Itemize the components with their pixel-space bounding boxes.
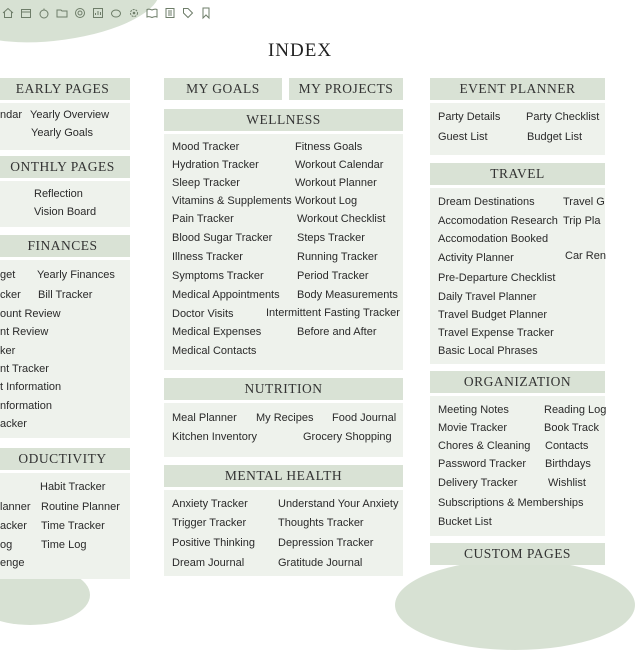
- list-item[interactable]: cker: [0, 289, 21, 301]
- list-item[interactable]: Meeting Notes: [438, 404, 509, 416]
- header-travel[interactable]: TRAVEL: [430, 163, 605, 185]
- list-item[interactable]: Positive Thinking: [172, 537, 255, 549]
- list-item[interactable]: Contacts: [545, 440, 589, 452]
- list-item[interactable]: Depression Tracker: [278, 537, 374, 549]
- book-icon[interactable]: [146, 7, 158, 19]
- list-item[interactable]: Gratitude Journal: [278, 557, 363, 569]
- list-item[interactable]: Delivery Tracker: [438, 477, 518, 489]
- list-item[interactable]: Trigger Tracker: [172, 517, 247, 529]
- list-item[interactable]: Medical Contacts: [172, 345, 257, 357]
- list-item[interactable]: Wishlist: [548, 477, 586, 489]
- bookmark-icon[interactable]: [200, 7, 212, 19]
- header-custom-pages[interactable]: CUSTOM PAGES: [430, 543, 605, 565]
- list-item[interactable]: Food Journal: [332, 412, 397, 424]
- header-finances[interactable]: FINANCES: [0, 235, 130, 257]
- gear-icon[interactable]: [128, 7, 140, 19]
- calendar-icon[interactable]: [20, 7, 32, 19]
- decorative-blob-bottom-right: [395, 560, 635, 650]
- header-yearly-pages[interactable]: EARLY PAGES: [0, 78, 130, 100]
- list-item[interactable]: Running Tracker: [297, 251, 378, 263]
- list-item[interactable]: Workout Log: [295, 195, 358, 207]
- list-item[interactable]: Intermittent Fasting Tracker: [266, 307, 400, 319]
- list-item[interactable]: Budget List: [527, 131, 583, 143]
- header-my-goals[interactable]: MY GOALS: [164, 78, 282, 100]
- list-item[interactable]: Habit Tracker: [40, 481, 106, 493]
- list-item[interactable]: Accomodation Research: [438, 215, 558, 227]
- list-item[interactable]: Basic Local Phrases: [438, 345, 538, 357]
- list-item[interactable]: Car Ren: [565, 250, 606, 262]
- chart-icon[interactable]: [92, 7, 104, 19]
- list-item[interactable]: enge: [0, 557, 25, 569]
- list-item[interactable]: lanner: [0, 501, 31, 513]
- list-item[interactable]: Mood Tracker: [172, 141, 240, 153]
- list-item[interactable]: Illness Tracker: [172, 251, 243, 263]
- list-item[interactable]: Party Details: [438, 111, 501, 123]
- list-item[interactable]: ker: [0, 345, 16, 357]
- header-monthly-pages[interactable]: ONTHLY PAGES: [0, 156, 130, 178]
- list-item[interactable]: Yearly Overview: [30, 109, 110, 121]
- list-item[interactable]: Password Tracker: [438, 458, 527, 470]
- header-organization[interactable]: ORGANIZATION: [430, 371, 605, 393]
- list-item[interactable]: Chores & Cleaning: [438, 440, 531, 452]
- list-item[interactable]: Symptoms Tracker: [172, 270, 264, 282]
- list-item[interactable]: Movie Tracker: [438, 422, 508, 434]
- list-item[interactable]: Doctor Visits: [172, 308, 234, 320]
- piggy-bank-icon[interactable]: [110, 7, 122, 19]
- list-item[interactable]: nformation: [0, 400, 52, 412]
- list-item[interactable]: Vision Board: [34, 206, 97, 218]
- list-item[interactable]: Body Measurements: [297, 289, 398, 301]
- list-item[interactable]: Grocery Shopping: [303, 431, 392, 443]
- list-item[interactable]: Blood Sugar Tracker: [172, 232, 273, 244]
- list-item[interactable]: ndar: [0, 109, 23, 121]
- list-item[interactable]: Accomodation Booked: [438, 233, 549, 245]
- list-item[interactable]: Meal Planner: [172, 412, 237, 424]
- list-item[interactable]: Workout Calendar: [295, 159, 384, 171]
- page-title: INDEX: [267, 40, 333, 61]
- toolbar: [0, 0, 212, 26]
- list-item[interactable]: Anxiety Tracker: [172, 498, 248, 510]
- list-item[interactable]: Travel Budget Planner: [438, 309, 548, 321]
- list-item[interactable]: nt Tracker: [0, 363, 49, 375]
- list-item[interactable]: My Recipes: [256, 412, 314, 424]
- target-icon[interactable]: [74, 7, 86, 19]
- list-item[interactable]: Reading Log: [544, 404, 607, 416]
- list-item[interactable]: Period Tracker: [297, 270, 369, 282]
- list-item[interactable]: Thoughts Tracker: [278, 517, 364, 529]
- list-item[interactable]: Steps Tracker: [297, 232, 365, 244]
- folder-icon[interactable]: [56, 7, 68, 19]
- header-mental-health[interactable]: MENTAL HEALTH: [164, 465, 403, 487]
- list-item[interactable]: Activity Planner: [438, 252, 514, 264]
- list-item[interactable]: Party Checklist: [526, 111, 600, 123]
- list-item[interactable]: Book Track: [544, 422, 600, 434]
- list-item[interactable]: Time Tracker: [41, 520, 105, 532]
- home-icon[interactable]: [2, 7, 14, 19]
- tag-icon[interactable]: [182, 7, 194, 19]
- header-nutrition[interactable]: NUTRITION: [164, 378, 403, 400]
- list-item[interactable]: Hydration Tracker: [172, 159, 259, 171]
- list-item[interactable]: Routine Planner: [41, 501, 120, 513]
- header-productivity[interactable]: ODUCTIVITY: [0, 448, 130, 470]
- list-item[interactable]: Reflection: [34, 188, 83, 200]
- apple-icon[interactable]: [38, 7, 50, 19]
- list-item[interactable]: Birthdays: [545, 458, 591, 470]
- list-icon[interactable]: [164, 7, 176, 19]
- list-item[interactable]: Daily Travel Planner: [438, 291, 537, 303]
- list-item[interactable]: Workout Checklist: [297, 213, 386, 225]
- list-item[interactable]: Dream Journal: [172, 557, 245, 569]
- list-item[interactable]: Fitness Goals: [295, 141, 363, 153]
- list-item[interactable]: Guest List: [438, 131, 488, 143]
- list-item[interactable]: Pain Tracker: [172, 213, 234, 225]
- list-item[interactable]: Bucket List: [438, 516, 492, 528]
- list-item[interactable]: Understand Your Anxiety: [278, 498, 399, 510]
- header-my-projects[interactable]: MY PROJECTS: [289, 78, 403, 100]
- list-item[interactable]: get: [0, 269, 16, 281]
- list-item[interactable]: Dream Destinations: [438, 196, 535, 208]
- list-item[interactable]: acker: [0, 418, 27, 430]
- list-item[interactable]: t Information: [0, 381, 62, 393]
- list-item[interactable]: Sleep Tracker: [172, 177, 240, 189]
- list-item[interactable]: Vitamins & Supplements: [172, 195, 292, 207]
- list-item[interactable]: acker: [0, 520, 27, 532]
- list-item[interactable]: og: [0, 539, 13, 551]
- list-item[interactable]: ount Review: [0, 308, 61, 320]
- list-item[interactable]: Before and After: [297, 326, 377, 338]
- list-item[interactable]: Medical Expenses: [172, 326, 262, 338]
- header-event-planner[interactable]: EVENT PLANNER: [430, 78, 605, 100]
- list-item[interactable]: Trip Pla: [563, 215, 601, 227]
- list-item[interactable]: Workout Planner: [295, 177, 377, 189]
- list-item[interactable]: Medical Appointments: [172, 289, 280, 301]
- list-item[interactable]: Yearly Finances: [37, 269, 115, 281]
- list-item[interactable]: Time Log: [41, 539, 87, 551]
- list-item[interactable]: Kitchen Inventory: [172, 431, 257, 443]
- list-item[interactable]: Travel Expense Tracker: [438, 327, 554, 339]
- list-item[interactable]: Travel G: [563, 196, 605, 208]
- list-item[interactable]: Yearly Goals: [31, 127, 93, 139]
- list-item[interactable]: Pre-Departure Checklist: [438, 272, 556, 284]
- header-wellness[interactable]: WELLNESS: [164, 109, 403, 131]
- list-item[interactable]: Subscriptions & Memberships: [438, 497, 584, 509]
- list-item[interactable]: nt Review: [0, 326, 49, 338]
- list-item[interactable]: Bill Tracker: [38, 289, 93, 301]
